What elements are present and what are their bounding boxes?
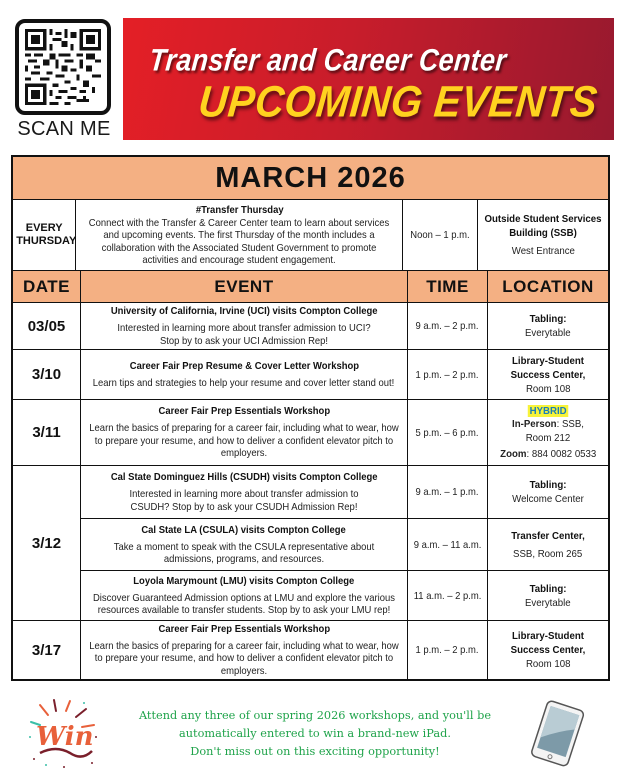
- event-description: Learn tips and strategies to help your resume and cover letter stand out!: [93, 376, 395, 389]
- promo-line: Attend any three of our spring 2026 workshops, and you'll be: [138, 709, 492, 722]
- event-description: Connect with the Transfer & Career Center team to learn about services and upcoming events. The first Thursday of the month includes a collaboration with the Associated Student Government to promote activities and encourage student engagement.: [89, 216, 390, 266]
- month-title: MARCH 2026: [215, 162, 406, 194]
- event-title: #Transfer Thursday: [195, 203, 284, 216]
- event-date: 3/10: [31, 366, 62, 383]
- column-header-time: TIME: [407, 271, 487, 302]
- event-date: 3/17: [31, 641, 62, 659]
- date-cell: [13, 303, 80, 349]
- location-cell: [487, 400, 608, 465]
- event-date: 3/12: [31, 534, 62, 552]
- date-cell: [13, 350, 80, 399]
- win-graphic-icon: [26, 695, 102, 773]
- event-cell: [80, 303, 407, 349]
- event-description: Learn the basics of preparing for a career fair, including what to wear, how to prepare your resume, and how to deliver a confident elevator pitch to employers.: [89, 422, 399, 460]
- zoom-meeting-id: : 884 0082 0533: [526, 447, 597, 460]
- location-name: Tabling:: [529, 582, 567, 595]
- hybrid-badge: HYBRID: [529, 404, 567, 417]
- event-time: Noon – 1 p.m.: [410, 229, 470, 241]
- sub-event-row: [80, 466, 608, 518]
- event-title: Career Fair Prep Essentials Workshop: [158, 405, 330, 418]
- event-description: Interested in learning more about transfer admission to UCI? Stop by to ask your UCI Admission Rep!: [117, 322, 371, 347]
- location-detail: Welcome Center: [512, 493, 584, 505]
- time-cell: [402, 200, 477, 270]
- table-row: [13, 620, 608, 679]
- location-name: Tabling:: [529, 479, 567, 491]
- event-time: 9 a.m. – 1 p.m.: [415, 486, 480, 498]
- promo-line: automatically entered to win a brand-new iPad.: [179, 727, 451, 740]
- recurring-event-row: [13, 199, 608, 270]
- column-header-date: DATE: [22, 276, 70, 296]
- location-name: Tabling:: [529, 313, 567, 325]
- table-row: [13, 465, 608, 620]
- event-time: 1 p.m. – 2 p.m.: [415, 368, 480, 381]
- sub-events-group: [80, 466, 608, 620]
- location-cell: [477, 200, 608, 270]
- time-cell: [407, 350, 487, 399]
- location-cell: [487, 466, 608, 518]
- month-header: [13, 157, 608, 199]
- event-cell: [80, 350, 407, 399]
- location-cell: [487, 571, 608, 620]
- table-row: [13, 302, 608, 349]
- time-cell: [407, 466, 487, 518]
- event-time: 9 a.m. – 11 a.m.: [413, 538, 482, 551]
- recurring-date: EVERY THURSDAY: [16, 222, 77, 247]
- location-detail: Everytable: [525, 596, 571, 609]
- location-cell: [487, 350, 608, 399]
- table-row: [13, 399, 608, 465]
- event-cell: [80, 466, 407, 518]
- event-date: 3/11: [32, 424, 61, 441]
- svg-text:Win: Win: [36, 722, 94, 752]
- event-cell: [80, 571, 407, 620]
- event-date: 03/05: [27, 317, 66, 335]
- promo-line: Don't miss out on this exciting opportunity!: [190, 745, 440, 758]
- banner-subtitle: UPCOMING EVENTS: [196, 78, 600, 127]
- event-description: Learn the basics of preparing for a career fair, including what to wear, how to prepare your resume, and how to deliver a confident elevator pitch to employers.: [89, 639, 399, 677]
- promo-text: [130, 707, 500, 761]
- location-name: Outside Student Services Building (SSB): [484, 213, 602, 239]
- event-description: Discover Guaranteed Admission options at LMU and explore the various resources available to transfer students. Stop by to ask your LMU rep!: [92, 591, 396, 616]
- location-name: Library-Student Success Center,: [510, 354, 586, 381]
- event-title: Cal State LA (CSULA) visits Compton College: [141, 523, 347, 536]
- location-name: Library-Student Success Center,: [510, 630, 586, 656]
- table-row: [13, 349, 608, 399]
- event-time: 5 p.m. – 6 p.m.: [415, 426, 480, 439]
- date-cell: [13, 621, 80, 679]
- event-description: Interested in learning more about transfer admission to CSUDH? Stop by to ask your CSUDH Admission Rep!: [129, 488, 359, 513]
- header-banner: [123, 18, 614, 140]
- time-cell: [407, 519, 487, 570]
- event-cell: [80, 621, 407, 679]
- qr-code-icon: [15, 19, 111, 115]
- column-header-row: [13, 270, 608, 302]
- event-time: 9 a.m. – 2 p.m.: [415, 320, 480, 332]
- location-detail: Room 108: [525, 658, 571, 670]
- column-header-event: EVENT: [80, 271, 407, 302]
- event-description: Take a moment to speak with the CSULA representative about admissions, programs, and resources.: [113, 540, 375, 565]
- event-cell: [80, 519, 407, 570]
- in-person-value: : SSB, Room 212: [525, 417, 584, 444]
- events-table: [11, 155, 610, 681]
- location-cell: [487, 519, 608, 570]
- time-cell: [407, 571, 487, 620]
- sub-event-row: [80, 570, 608, 620]
- event-title: University of California, Irvine (UCI) visits Compton College: [110, 305, 378, 317]
- location-in-person: [511, 417, 585, 445]
- event-title: Cal State Dominguez Hills (CSUDH) visits Compton College: [110, 471, 378, 483]
- column-header-location: LOCATION: [487, 271, 608, 302]
- sub-event-row: [80, 518, 608, 570]
- location-cell: [487, 303, 608, 349]
- event-title: Career Fair Prep Resume & Cover Letter Workshop: [129, 359, 359, 372]
- time-cell: [407, 303, 487, 349]
- date-cell: [13, 200, 75, 270]
- date-cell: [13, 400, 80, 465]
- time-cell: [407, 621, 487, 679]
- tablet-icon: [520, 700, 592, 770]
- location-zoom: [500, 447, 596, 461]
- in-person-label: In-Person: [512, 417, 557, 430]
- location-detail: Everytable: [525, 327, 571, 339]
- qr-code-block: [13, 17, 115, 141]
- location-detail: Room 108: [525, 382, 571, 395]
- location-name: Transfer Center,: [511, 529, 585, 542]
- location-cell: [487, 621, 608, 679]
- date-cell: [13, 466, 80, 620]
- event-time: 1 p.m. – 2 p.m.: [415, 644, 480, 656]
- banner-title: Transfer and Career Center: [147, 43, 508, 78]
- event-title: Loyola Marymount (LMU) visits Compton College: [133, 574, 355, 587]
- location-detail: SSB, Room 265: [513, 547, 583, 560]
- event-time: 11 a.m. – 2 p.m.: [413, 589, 482, 602]
- location-detail: West Entrance: [511, 245, 575, 257]
- event-title: Career Fair Prep Essentials Workshop: [158, 622, 330, 635]
- event-cell: [75, 200, 402, 270]
- scan-me-label: SCAN ME: [17, 118, 111, 140]
- zoom-label: Zoom: [499, 447, 527, 460]
- time-cell: [407, 400, 487, 465]
- event-cell: [80, 400, 407, 465]
